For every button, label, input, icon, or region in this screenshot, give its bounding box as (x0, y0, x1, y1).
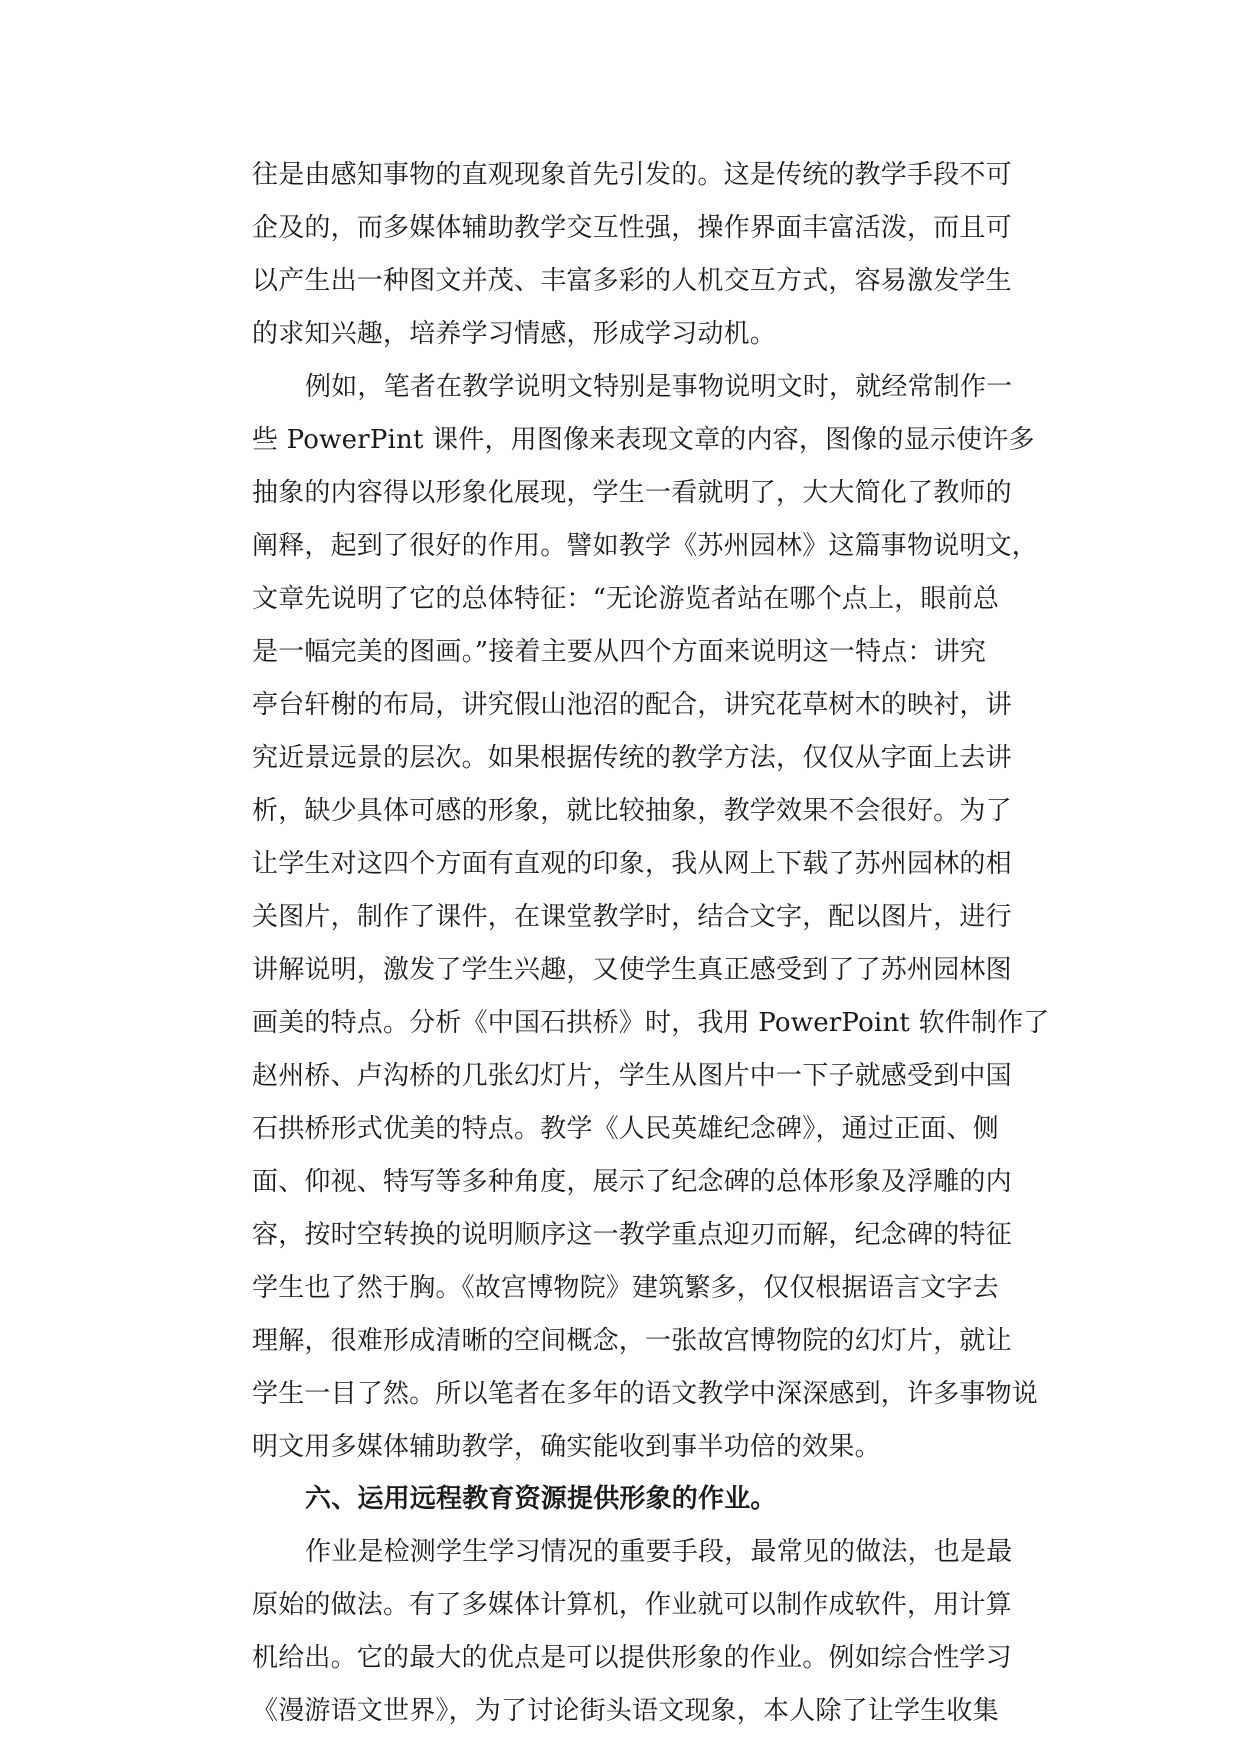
paragraph-line: 企及的，而多媒体辅助教学交互性强，操作界面丰富活泼，而且可 (252, 213, 1012, 243)
paragraph-line: 是一幅完美的图画。”接着主要从四个方面来说明这一特点：讲究 (252, 637, 987, 667)
paragraph-line: 抽象的内容得以形象化展现，学生一看就明了，大大简化了教师的 (252, 478, 1012, 508)
paragraph-line: 究近景远景的层次。如果根据传统的教学方法，仅仅从字面上去讲 (252, 743, 1012, 773)
paragraph-line: 文章先说明了它的总体特征：“无论游览者站在哪个点上，眼前总 (252, 584, 1000, 614)
paragraph-line: 石拱桥形式优美的特点。教学《人民英雄纪念碑》，通过正面、侧 (252, 1114, 999, 1144)
paragraph-line: 讲解说明，激发了学生兴趣，又使学生真正感受到了了苏州园林图 (252, 955, 1012, 985)
paragraph-line: 学生也了然于胸。《故宫博物院》建筑繁多，仅仅根据语言文字去 (252, 1273, 999, 1303)
section-heading: 六、运用远程教育资源提供形象的作业。 (305, 1484, 777, 1514)
paragraph-line: 画美的特点。分析《中国石拱桥》时，我用 PowerPoint 软件制作了 (252, 1008, 1050, 1038)
paragraph-line: 关图片，制作了课件，在课堂教学时，结合文字，配以图片，进行 (252, 902, 1012, 932)
paragraph-line: 些 PowerPint 课件，用图像来表现文章的内容，图像的显示使许多 (252, 425, 1035, 455)
paragraph-line: 的求知兴趣，培养学习情感，形成学习动机。 (252, 319, 777, 349)
paragraph-line: 机给出。它的最大的优点是可以提供形象的作业。例如综合性学习 (252, 1643, 1012, 1673)
paragraph-line: 学生一目了然。所以笔者在多年的语文教学中深深感到，许多事物说 (252, 1379, 1039, 1409)
paragraph-line: 往是由感知事物的直观现象首先引发的。这是传统的教学手段不可 (252, 160, 1012, 190)
paragraph-line: 阐释，起到了很好的作用。譬如教学《苏州园林》这篇事物说明文， (252, 531, 1039, 561)
paragraph-line: 以产生出一种图文并茂、丰富多彩的人机交互方式，容易激发学生 (252, 266, 1012, 296)
paragraph-line: 例如，笔者在教学说明文特别是事物说明文时，就经常制作一 (305, 372, 1013, 402)
paragraph-line: 明文用多媒体辅助教学，确实能收到事半功倍的效果。 (252, 1432, 881, 1462)
paragraph-line: 亭台轩榭的布局，讲究假山池沼的配合，讲究花草树木的映衬，讲 (252, 690, 1012, 720)
paragraph-line: 理解，很难形成清晰的空间概念，一张故宫博物院的幻灯片，就让 (252, 1326, 1012, 1356)
paragraph-line: 《漫游语文世界》，为了讨论街头语文现象，本人除了让学生收集 (252, 1696, 999, 1726)
paragraph-line: 赵州桥、卢沟桥的几张幻灯片，学生从图片中一下子就感受到中国 (252, 1061, 1012, 1091)
paragraph-line: 作业是检测学生学习情况的重要手段，最常见的做法，也是最 (305, 1537, 1013, 1567)
paragraph-line: 原始的做法。有了多媒体计算机，作业就可以制作成软件，用计算 (252, 1590, 1012, 1620)
paragraph-line: 析，缺少具体可感的形象，就比较抽象，教学效果不会很好。为了 (252, 796, 1012, 826)
paragraph-line: 让学生对这四个方面有直观的印象，我从网上下载了苏州园林的相 (252, 849, 1012, 879)
paragraph-line: 容，按时空转换的说明顺序这一教学重点迎刃而解，纪念碑的特征 (252, 1220, 1012, 1250)
paragraph-line: 面、仰视、特写等多种角度，展示了纪念碑的总体形象及浮雕的内 (252, 1167, 1012, 1197)
